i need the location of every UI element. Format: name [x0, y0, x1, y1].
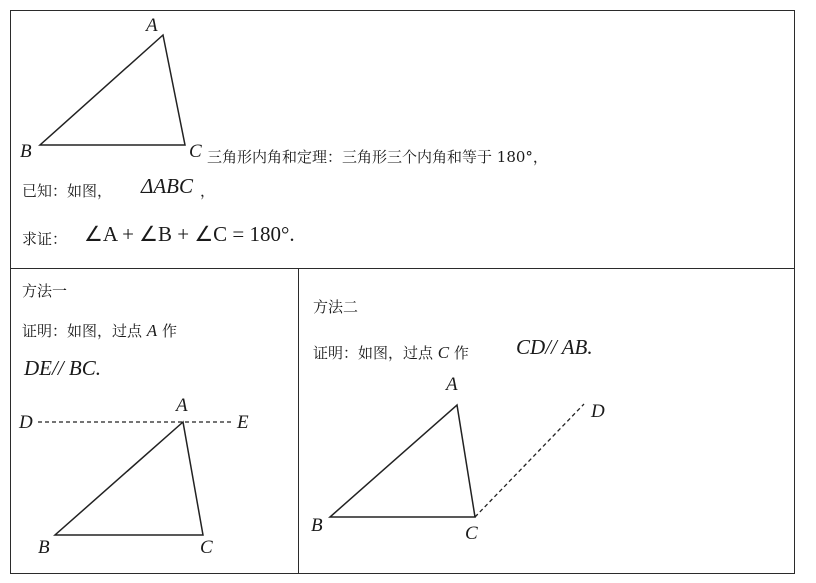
point-label-a: A — [446, 374, 458, 395]
point-label-d: D — [591, 401, 605, 422]
method1-title: 方法一 — [22, 282, 68, 300]
given-expression: ΔABC — [141, 174, 193, 198]
point-label-b: B — [20, 141, 32, 162]
point-label-c: C — [189, 141, 202, 162]
method1-construction: DE// BC. — [24, 356, 101, 380]
method2-construction: CD// AB. — [516, 335, 593, 359]
method2-figure — [311, 374, 605, 544]
theorem-statement: 三角形内角和定理：三角形三个内角和等于 180°， — [207, 148, 548, 166]
method2-proof-prefix: 证明：如图，过点 — [313, 344, 434, 362]
point-label-a: A — [146, 15, 158, 36]
point-label-b: B — [38, 537, 50, 558]
method2-proof-line — [313, 343, 469, 363]
triangle-abc — [55, 422, 203, 535]
line-cd — [475, 404, 584, 517]
method2-title: 方法二 — [313, 298, 359, 316]
point-label-e: E — [237, 412, 249, 433]
triangle-abc — [330, 405, 475, 517]
point-label-a: A — [176, 395, 188, 416]
prove-label: 求证： — [22, 230, 68, 248]
method1-proof-suffix: 作 — [161, 322, 177, 340]
point-label-c: C — [200, 537, 213, 558]
triangle-abc — [40, 35, 185, 145]
method1-figure — [18, 395, 249, 558]
main-triangle-figure — [20, 15, 202, 162]
method2-proof-suffix: 作 — [453, 344, 469, 362]
method1-proof-point: A — [146, 321, 158, 340]
point-label-b: B — [311, 515, 323, 536]
point-label-d: D — [19, 412, 33, 433]
given-end: ， — [200, 182, 216, 200]
method2-proof-point: C — [437, 343, 450, 362]
given-label: 已知：如图， — [22, 182, 113, 200]
point-label-c: C — [465, 523, 478, 544]
prove-expression: ∠A + ∠B + ∠C = 180°. — [84, 222, 295, 246]
method1-proof-prefix: 证明：如图，过点 — [22, 322, 143, 340]
method1-proof-line — [22, 321, 177, 341]
